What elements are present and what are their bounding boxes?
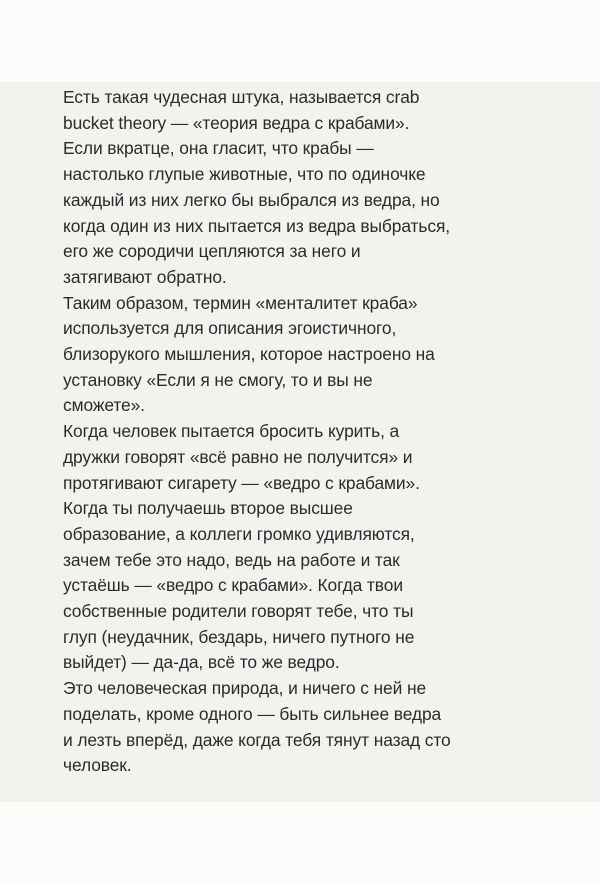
paragraph-2 [63, 291, 553, 420]
text-line: Если вкратце, она гласит, что крабы — [63, 138, 374, 159]
bottom-background [0, 802, 600, 884]
text-line: каждый из них легко бы выбрался из ведра, но [63, 189, 440, 210]
text-line: зачем тебе это надо, ведь на работе и так [63, 549, 400, 570]
text-line: Есть такая чудесная штука, называется crab [63, 87, 420, 107]
text-line: Когда ты получаешь второе высшее [63, 498, 353, 519]
text-line: глуп (неудачник, бездарь, ничего путного не [63, 626, 415, 647]
text-line: Когда человек пытается бросить курить, а [63, 421, 400, 442]
top-background [0, 0, 600, 82]
text-line: протягивают сигарету — «ведро с крабами». [63, 472, 420, 493]
text-line: сможете». [63, 395, 145, 416]
text-line: установку «Если я не смогу, то и вы не [63, 369, 373, 390]
text-line: Это человеческая природа, и ничего с ней не [63, 678, 427, 699]
text-line: поделать, кроме одного — быть сильнее ведра [63, 703, 442, 724]
text-line: выйдет) — да-да, всё то же ведро. [63, 652, 340, 673]
text-line: образование, а коллеги громко удивляются, [63, 523, 415, 544]
text-line: bucket theory — «теория ведра с крабами». [63, 112, 410, 133]
text-line: Таким образом, термин «менталитет краба» [63, 292, 418, 313]
paragraph-1 [63, 85, 553, 291]
text-line: дружки говорят «всё равно не получится» и [63, 446, 413, 467]
paragraph-3 [63, 419, 553, 676]
text-line: затягивают обратно. [63, 266, 227, 287]
text-line: близорукого мышления, которое настроено на [63, 344, 435, 365]
text-line: когда один из них пытается из ведра выбраться, [63, 215, 451, 236]
article-text [63, 85, 553, 779]
text-line: настолько глупые животные, что по одиночке [63, 164, 426, 185]
text-line: собственные родители говорят тебе, что ты [63, 601, 414, 622]
paragraph-4 [63, 676, 553, 779]
text-line: его же сородичи цепляются за него и [63, 241, 361, 262]
text-line: человек. [63, 755, 132, 776]
text-line: используется для описания эгоистичного, [63, 318, 397, 339]
text-line: и лезть вперёд, даже когда тебя тянут назад сто [63, 729, 451, 750]
text-line: устаёшь — «ведро с крабами». Когда твои [63, 575, 403, 596]
